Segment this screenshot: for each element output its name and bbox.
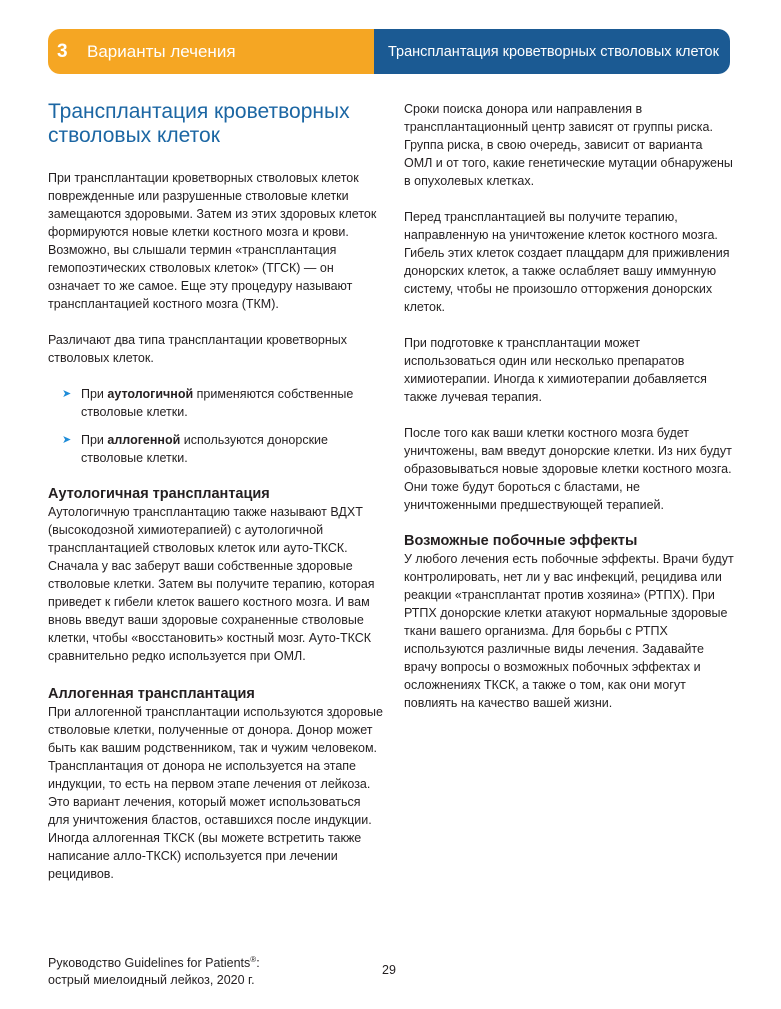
bullet-prefix: При xyxy=(81,387,108,401)
chapter-number: 3 xyxy=(57,40,68,62)
list-item xyxy=(48,385,383,421)
types-intro-paragraph: Различают два типа трансплантации кроветворных стволовых клеток. xyxy=(48,333,347,365)
right-column xyxy=(404,100,734,712)
bullet-text: используются донорские стволовые клетки. xyxy=(81,433,328,465)
footer-line-2: острый миелоидный лейкоз, 2020 г. xyxy=(48,973,255,988)
footer-line-1 xyxy=(48,951,260,972)
list-item xyxy=(48,431,383,467)
conditioning-paragraph: Перед трансплантацией вы получите терапию, направленную на уничтожение клеток костного мозга. Гибель этих клеток создает плацдарм для приживления донорских клеток, а также ослабляет вашу иммунную систему, чтобы не произошло отторжения донорских клеток. xyxy=(404,210,730,314)
chapter-tab xyxy=(48,29,374,74)
chemotherapy-paragraph: При подготовке к трансплантации может использоваться один или несколько препаратов химиотерапии. Иногда к химиотерапии добавляется также лучевая терапия. xyxy=(404,336,707,404)
footer-guide-title: Руководство Guidelines for Patients xyxy=(48,956,251,971)
infusion-paragraph: После того как ваши клетки костного мозга будет уничтожены, вам введут донорские клетки. Из них будут образовываться новые здоровые клетки костного мозга. Они тоже будут бороться с бластами, не уничтоженными предшествующей терапией. xyxy=(404,426,732,512)
autologous-heading: Аутологичная трансплантация xyxy=(48,486,270,502)
footer-colon: : xyxy=(256,956,260,971)
registered-mark: ® xyxy=(250,955,257,964)
section-tab xyxy=(374,29,730,74)
chapter-title: Варианты лечения xyxy=(87,41,236,61)
page-number: 29 xyxy=(382,963,396,977)
bullet-text: применяются собственные стволовые клетки. xyxy=(81,387,354,419)
page-title: Трансплантация кроветворных стволовых клеток xyxy=(48,100,350,147)
section-title: Трансплантация кроветворных стволовых клеток xyxy=(388,43,719,60)
transplant-types-list xyxy=(48,385,383,467)
footer xyxy=(48,951,260,989)
allogeneic-heading: Аллогенная трансплантация xyxy=(48,686,255,702)
bullet-prefix: При xyxy=(81,433,108,447)
chevron-right-icon: ➤ xyxy=(62,388,72,400)
side-effects-heading: Возможные побочные эффекты xyxy=(404,533,638,549)
chevron-right-icon: ➤ xyxy=(62,434,72,446)
side-effects-paragraph: У любого лечения есть побочные эффекты. Врачи будут контролировать, нет ли у вас инфекций, рецидива или реакции «трансплантат против хозяина» (РТПХ). При РТПХ донорские клетки атакуют нормальные здоровые ткани вашего организма. Для борьбы с РТПХ используются различные виды лечения. Задавайте врачу вопросы о возможных побочных эффектах и осложнениях ТКСК, а также о том, как они могут повлиять на качество вашей жизни. xyxy=(404,552,734,710)
intro-paragraph: При трансплантации кроветворных стволовых клеток поврежденные или разрушенные стволовые клетки замещаются здоровыми. Затем из этих здоровых клеток формируются новые клетки костного мозга и крови. Возможно, вы слышали термин «трансплантация гемопоэтических стволовых клеток» (ТГСК) — он означает то же самое. Еще эту процедуру называют трансплантацией костного мозга (ТКМ). xyxy=(48,171,377,311)
bullet-term: аутологичной xyxy=(107,387,194,401)
donor-search-paragraph: Сроки поиска донора или направления в трансплантационный центр зависят от группы риска. Группа риска, в свою очередь, зависит от варианта ОМЛ и от того, какие генетические мутации обнаружены в опухолевых клетках. xyxy=(404,102,733,188)
autologous-paragraph: Аутологичную трансплантацию также называют ВДХТ (высокодозной химиотерапией) с аутологичной трансплантацией стволовых клеток или ауто-ТКСК. Сначала у вас заберут ваши собственные здоровые стволовые клетки. Затем вы получите терапию, которая приведет к гибели клеток вашего костного мозга. И вам вновь введут ваши здоровые сохраненные стволовые клетки, чтобы «восстановить» костный мозг. Ауто-ТКСК сравнительно редко используется при ОМЛ. xyxy=(48,505,375,663)
allogeneic-paragraph: При аллогенной трансплантации используются здоровые стволовые клетки, полученные от донора. Донор может быть как вашим родственником, так и чужим человеком. Трансплантация от донора не используется на этапе индукции, то есть на первом этапе лечения от лейкоза. Это вариант лечения, который может использоваться для уничтожения бластов, оставшихся после индукции. Иногда аллогенная ТКСК (вы можете встретить также написание алло-ТКСК) используется при лечении рецидивов. xyxy=(48,705,383,881)
chapter-header xyxy=(48,29,730,74)
bullet-term: аллогенной xyxy=(107,433,181,447)
left-column xyxy=(48,100,383,883)
